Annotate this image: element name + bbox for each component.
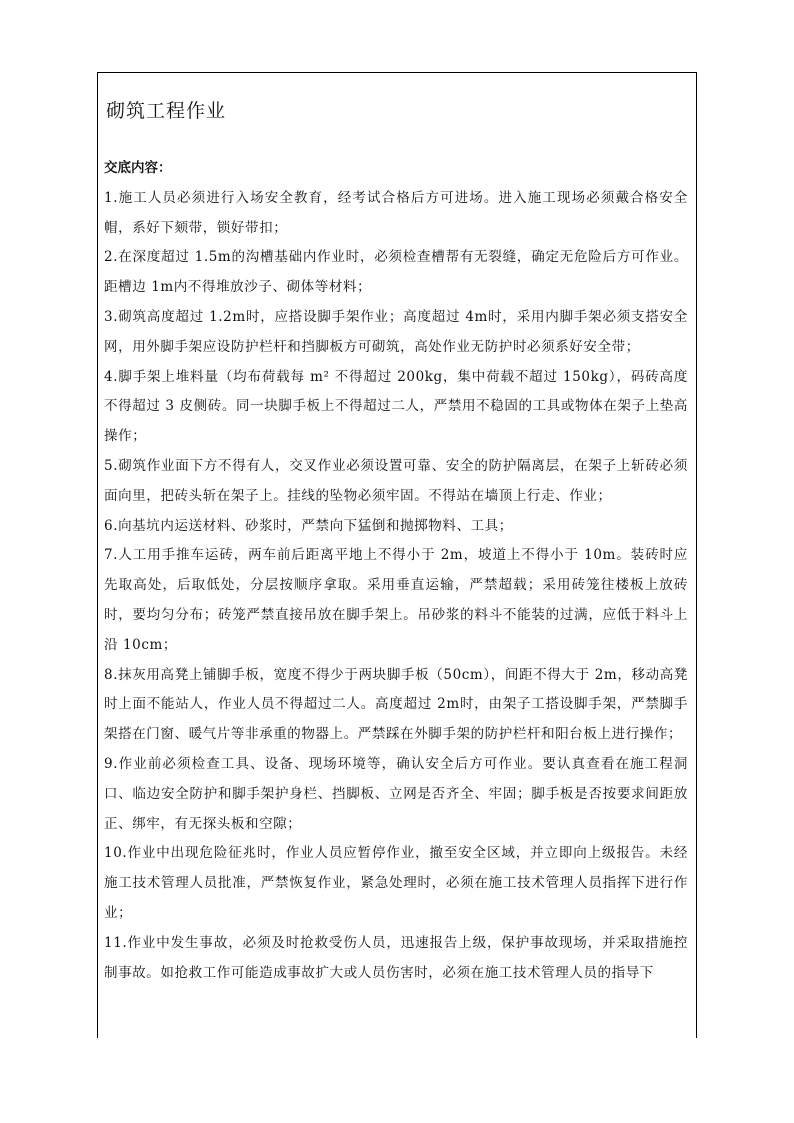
document-content [104,154,688,988]
list-item: 7.人工用手推车运砖，两车前后距离平地上不得小于 2m，坡道上不得小于 10m。装砖时应先取高处，后取低处，分层按顺序拿取。采用垂直运输，严禁超载；采用砖笼往楼板上放砖时，要均匀分布；砖笼严禁直接吊放在脚手架上。吊砂浆的料斗不能装的过满，应低于料斗上沿 10cm； [104,547,688,653]
list-item: 6.向基坑内运送材料、砂浆时，严禁向下猛倒和抛掷物料、工具； [104,517,513,534]
list-item: 8.抹灰用高凳上铺脚手板，宽度不得少于两块脚手板（50cm），间距不得大于 2m，移动高凳时上面不能站人，作业人员不得超过二人。高度超过 2m时，由架子工搭设脚手架，严禁脚手架搭在门窗、暖气片等非承重的物器上。严禁踩在外脚手架的防护栏杆和阳台板上进行操作； [104,666,688,743]
list-item: 3.砌筑高度超过 1.2m时，应搭设脚手架作业；高度超过 4m时，采用内脚手架必须支搭安全网，用外脚手架应设防护栏杆和挡脚板方可砌筑，高处作业无防护时必须系好安全带； [104,308,688,355]
list-item: 2.在深度超过 1.5m的沟槽基础内作业时，必须检查槽帮有无裂缝，确定无危险后方可作业。距槽边 1m内不得堆放沙子、砌体等材料； [104,249,688,296]
list-item: 5.砌筑作业面下方不得有人，交叉作业必须设置可靠、安全的防护隔离层，在架子上斩砖必须面向里，把砖头斩在架子上。挂线的坠物必须牢固。不得站在墙顶上行走、作业； [104,457,688,504]
list-item: 4.脚手架上堆料量（均布荷载每 m² 不得超过 200kg，集中荷载不超过 150kg），码砖高度不得超过 3 皮侧砖。同一块脚手板上不得超过二人，严禁用不稳固的工具或物体在架子上垫高操作； [104,368,688,445]
list-item: 1.施工人员必须进行入场安全教育，经考试合格后方可进场。进入施工现场必须戴合格安全帽，系好下颏带，锁好带扣； [104,189,688,236]
list-item: 10.作业中出现危险征兆时，作业人员应暂停作业，撤至安全区域，并立即向上级报告。未经施工技术管理人员批准，严禁恢复作业，紧急处理时，必须在施工技术管理人员指挥下进行作业； [104,845,688,921]
document-title: 砌筑工程作业 [106,100,227,122]
list-item: 9.作业前必须检查工具、设备、现场环境等，确认安全后方可作业。要认真查看在施工程洞口、临边安全防护和脚手架护身栏、挡脚板、立网是否齐全、牢固；脚手板是否按要求间距放正、绑牢，有无探头板和空隙； [104,755,688,832]
section-label: 交底内容： [104,160,172,176]
list-item: 11.作业中发生事故，必须及时抢救受伤人员，迅速报告上级，保护事故现场，并采取措施控制事故。如抢救工作可能造成事故扩大或人员伤害时，必须在施工技术管理人员的指导下 [104,934,688,981]
